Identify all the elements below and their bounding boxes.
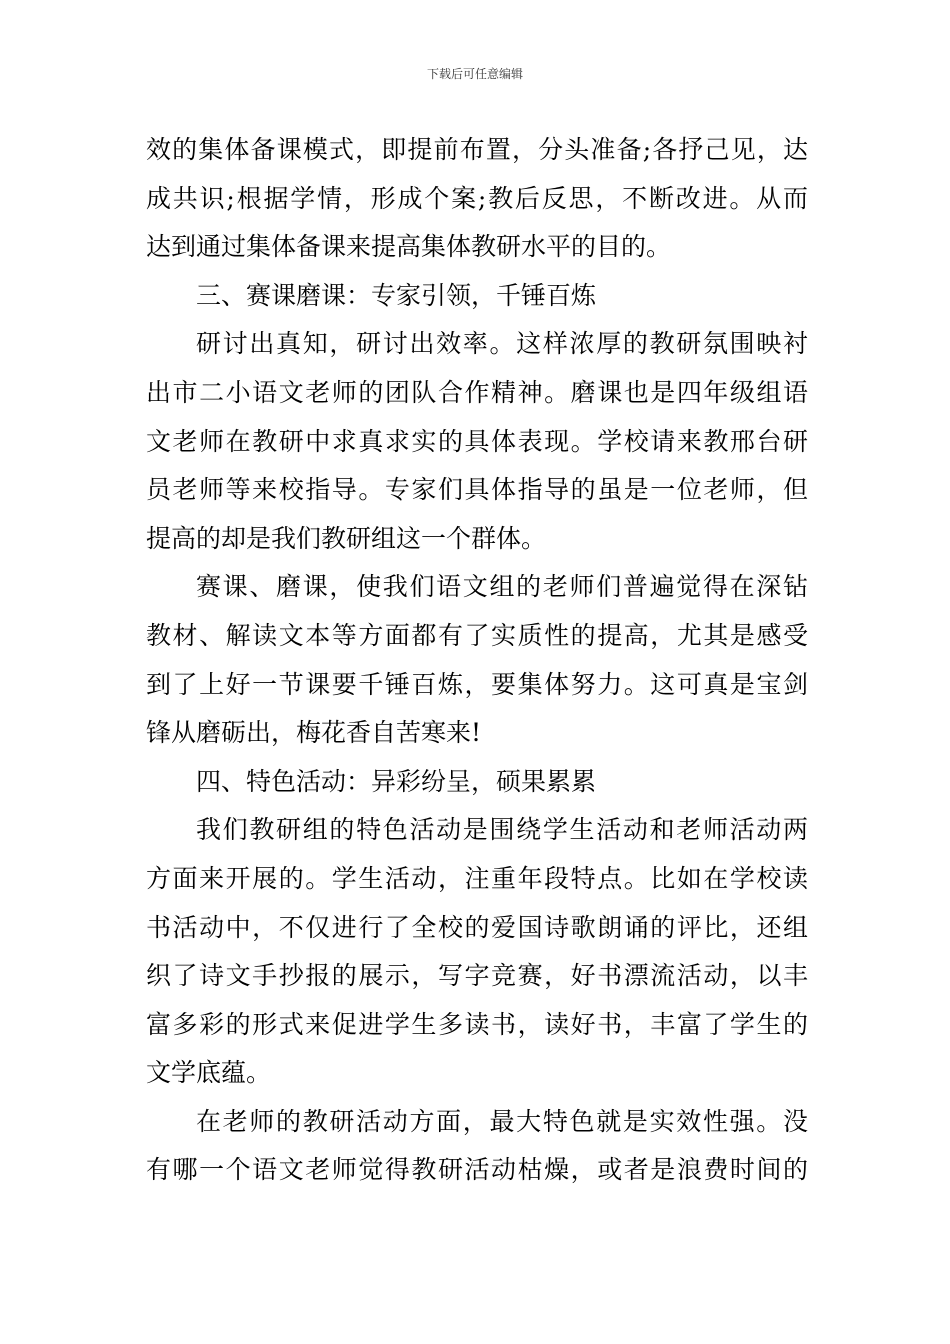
text-line: 研讨出真知，研讨出效率。这样浓厚的教研氛围映衬 <box>196 329 808 359</box>
text-line: 锋从磨砺出，梅花香自苦寒来! <box>146 718 482 748</box>
text-line: 有哪一个语文老师觉得教研活动枯燥，或者是浪费时间的 <box>146 1155 808 1185</box>
text-line: 文学底蕴。 <box>146 1058 272 1088</box>
text-line: 成共识;根据学情，形成个案;教后反思，不断改进。从而 <box>146 183 808 213</box>
text-line: 富多彩的形式来促进学生多读书，读好书，丰富了学生的 <box>146 1009 808 1039</box>
section-heading: 四、特色活动：异彩纷呈，硕果累累 <box>196 766 597 796</box>
text-line: 织了诗文手抄报的展示，写字竞赛，好书漂流活动，以丰 <box>146 961 808 991</box>
section-heading: 三、赛课磨课：专家引领，千锤百炼 <box>196 280 597 310</box>
text-line: 文老师在教研中求真求实的具体表现。学校请来教邢台研 <box>146 426 808 456</box>
text-line: 达到通过集体备课来提高集体教研水平的目的。 <box>146 232 672 262</box>
text-line: 赛课、磨课，使我们语文组的老师们普遍觉得在深钻 <box>196 572 808 602</box>
text-line: 员老师等来校指导。专家们具体指导的虽是一位老师，但 <box>146 475 808 505</box>
text-line: 教材、解读文本等方面都有了实质性的提高，尤其是感受 <box>146 620 808 650</box>
text-line: 我们教研组的特色活动是围绕学生活动和老师活动两 <box>196 815 808 845</box>
text-line: 效的集体备课模式，即提前布置，分头准备;各抒己见，达 <box>146 135 808 164</box>
text-line: 提高的却是我们教研组这一个群体。 <box>146 523 547 553</box>
text-line: 到了上好一节课要千锤百炼，要集体努力。这可真是宝剑 <box>146 669 808 699</box>
document-body <box>146 126 808 1195</box>
text-line: 在老师的教研活动方面，最大特色就是实效性强。没 <box>196 1106 808 1136</box>
text-line: 书活动中，不仅进行了全校的爱国诗歌朗诵的评比，还组 <box>146 912 808 942</box>
text-line: 方面来开展的。学生活动，注重年段特点。比如在学校读 <box>146 863 808 893</box>
text-line: 出市二小语文老师的团队合作精神。磨课也是四年级组语 <box>146 377 808 407</box>
page-header: 下载后可任意编辑 <box>426 67 523 81</box>
